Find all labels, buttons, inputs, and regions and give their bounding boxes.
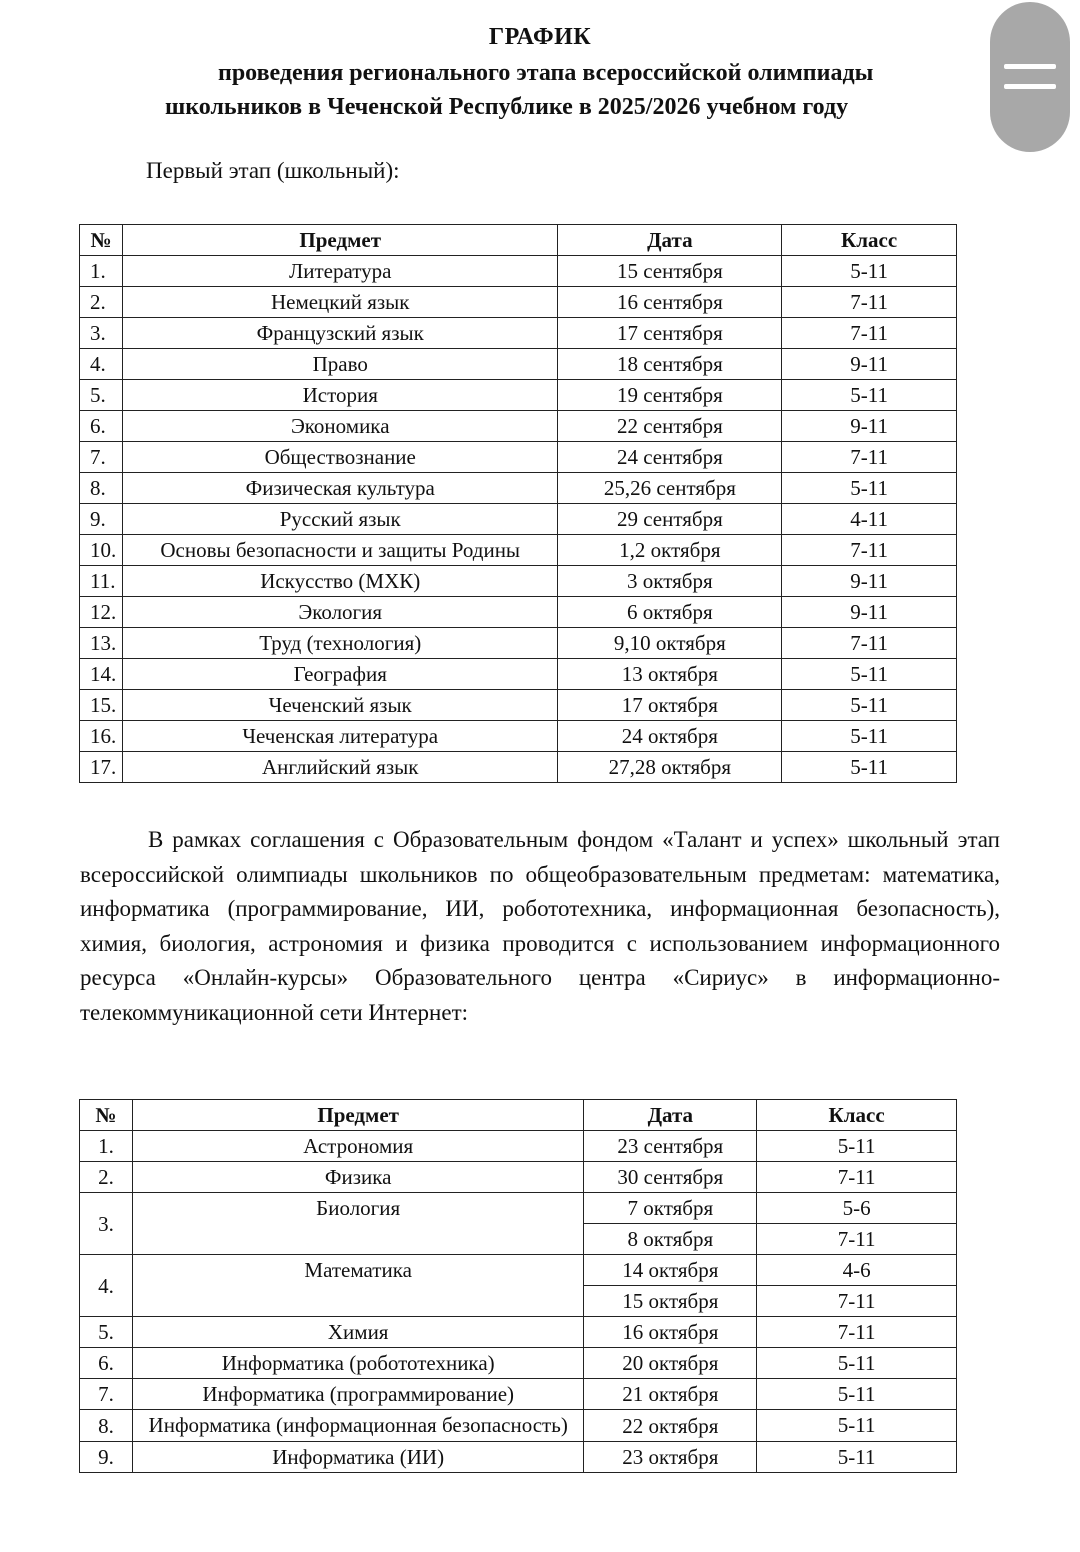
header-grade: Класс: [782, 225, 957, 256]
header-date: Дата: [558, 225, 782, 256]
stage-label: Первый этап (школьный):: [146, 158, 400, 183]
table-row: [80, 1442, 957, 1473]
agreement-paragraph: В рамках соглашения с Образовательным фондом «Талант и успех» школьный этап всероссийской олимпиады школьников по общеобразовательным предметам: математика, информатика (программирование, ИИ, робототехника, информационная безопасность), химия, биология, астрономия и физика проводится с использованием информационного ресурса «Онлайн-курсы» Образовательного центра «Сириус» в информационно-телекоммуникационной сети Интернет:: [80, 827, 1000, 1025]
sirius-stage-table: [79, 1099, 957, 1473]
row-subject: География: [122, 659, 557, 690]
row-subject: Физика: [132, 1162, 583, 1193]
row-grade: 9-11: [782, 597, 957, 628]
row-grade: 7-11: [782, 535, 957, 566]
table-row: [80, 1379, 957, 1410]
row-date: 23 сентября: [584, 1131, 757, 1162]
document-subtitle-line2: школьников в Чеченской Республике в 2025/2026 учебном году: [165, 94, 849, 120]
row-subject: История: [122, 380, 557, 411]
table-row: [80, 1193, 957, 1224]
table-row: [80, 690, 957, 721]
row-subject: Обществознание: [122, 442, 557, 473]
row-date: 23 октября: [584, 1442, 757, 1473]
table-row: [80, 1255, 957, 1286]
header-number: №: [80, 225, 123, 256]
row-date: 21 октября: [584, 1379, 757, 1410]
row-subject: Основы безопасности и защиты Родины: [122, 535, 557, 566]
row-number: 12.: [80, 597, 123, 628]
row-date: 15 сентября: [558, 256, 782, 287]
table-row: [80, 380, 957, 411]
table-row: [80, 535, 957, 566]
row-date: 17 сентября: [558, 318, 782, 349]
row-grade: 7-11: [757, 1317, 957, 1348]
row-subject: Информатика (программирование): [132, 1379, 583, 1410]
row-number: 2.: [80, 287, 123, 318]
header-subject: Предмет: [132, 1100, 583, 1131]
row-number: 3.: [80, 318, 123, 349]
row-number: 4.: [80, 1255, 133, 1317]
row-subject: Французский язык: [122, 318, 557, 349]
row-number: 6.: [80, 1348, 133, 1379]
table-row: [80, 442, 957, 473]
row-date: 15 октября: [584, 1286, 757, 1317]
row-number: 5.: [80, 1317, 133, 1348]
row-subject: Немецкий язык: [122, 287, 557, 318]
row-grade: 9-11: [782, 411, 957, 442]
row-date: 13 октября: [558, 659, 782, 690]
table-row: [80, 752, 957, 783]
row-grade: 5-11: [782, 380, 957, 411]
table-row: [80, 411, 957, 442]
table-row: [80, 1410, 957, 1442]
row-subject: Математика: [132, 1255, 583, 1317]
table-header-row: [80, 1100, 957, 1131]
row-grade: 7-11: [782, 318, 957, 349]
row-grade: 5-11: [782, 690, 957, 721]
scroll-thumb[interactable]: [990, 2, 1070, 152]
row-subject: Чеченская литература: [122, 721, 557, 752]
row-grade: 7-11: [782, 628, 957, 659]
table-row: [80, 349, 957, 380]
table-row: [80, 566, 957, 597]
row-subject: Химия: [132, 1317, 583, 1348]
row-date: 18 сентября: [558, 349, 782, 380]
row-subject: Экология: [122, 597, 557, 628]
table-row: [80, 628, 957, 659]
row-grade: 5-11: [782, 721, 957, 752]
row-number: 14.: [80, 659, 123, 690]
row-grade: 4-6: [757, 1255, 957, 1286]
row-grade: 5-11: [757, 1131, 957, 1162]
row-subject: Русский язык: [122, 504, 557, 535]
row-grade: 5-11: [757, 1379, 957, 1410]
row-date: 22 сентября: [558, 411, 782, 442]
row-grade: 5-11: [782, 752, 957, 783]
row-number: 17.: [80, 752, 123, 783]
row-date: 6 октября: [558, 597, 782, 628]
table-row: [80, 597, 957, 628]
table-row: [80, 1348, 957, 1379]
table-row: [80, 1131, 957, 1162]
row-subject: Информатика (робототехника): [132, 1348, 583, 1379]
row-date: 29 сентября: [558, 504, 782, 535]
header-grade: Класс: [757, 1100, 957, 1131]
row-number: 4.: [80, 349, 123, 380]
row-subject: Информатика (информационная безопасность): [132, 1410, 583, 1442]
row-subject: Труд (технология): [122, 628, 557, 659]
row-date: 25,26 сентября: [558, 473, 782, 504]
row-subject: Чеченский язык: [122, 690, 557, 721]
row-subject: Экономика: [122, 411, 557, 442]
row-number: 13.: [80, 628, 123, 659]
row-number: 9.: [80, 1442, 133, 1473]
school-stage-table: [79, 224, 957, 783]
row-date: 9,10 октября: [558, 628, 782, 659]
row-grade: 5-11: [757, 1410, 957, 1442]
table-row: [80, 473, 957, 504]
header-number: №: [80, 1100, 133, 1131]
document-subtitle-line1: проведения регионального этапа всероссийской олимпиады: [218, 60, 874, 86]
row-subject: Биология: [132, 1193, 583, 1255]
row-date: 24 октября: [558, 721, 782, 752]
row-grade: 5-11: [782, 659, 957, 690]
row-number: 7.: [80, 442, 123, 473]
row-number: 11.: [80, 566, 123, 597]
row-date: 24 сентября: [558, 442, 782, 473]
row-number: 8.: [80, 1410, 133, 1442]
row-grade: 5-11: [782, 256, 957, 287]
row-number: 16.: [80, 721, 123, 752]
row-grade: 7-11: [782, 442, 957, 473]
row-subject: Английский язык: [122, 752, 557, 783]
row-date: 3 октября: [558, 566, 782, 597]
row-grade: 7-11: [757, 1286, 957, 1317]
row-subject: Право: [122, 349, 557, 380]
row-date: 16 октября: [584, 1317, 757, 1348]
row-date: 19 сентября: [558, 380, 782, 411]
row-grade: 5-11: [782, 473, 957, 504]
header-date: Дата: [584, 1100, 757, 1131]
row-number: 3.: [80, 1193, 133, 1255]
row-number: 15.: [80, 690, 123, 721]
row-number: 6.: [80, 411, 123, 442]
table-row: [80, 504, 957, 535]
row-number: 1.: [80, 256, 123, 287]
row-grade: 5-11: [757, 1442, 957, 1473]
row-date: 1,2 октября: [558, 535, 782, 566]
row-grade: 5-6: [757, 1193, 957, 1224]
table-header-row: [80, 225, 957, 256]
row-number: 5.: [80, 380, 123, 411]
row-date: 17 октября: [558, 690, 782, 721]
header-subject: Предмет: [122, 225, 557, 256]
table-row: [80, 1162, 957, 1193]
row-grade: 7-11: [757, 1224, 957, 1255]
row-subject: Искусство (МХК): [122, 566, 557, 597]
row-date: 8 октября: [584, 1224, 757, 1255]
row-subject: Физическая культура: [122, 473, 557, 504]
table-row: [80, 659, 957, 690]
table-row: [80, 318, 957, 349]
table-row: [80, 287, 957, 318]
row-grade: 9-11: [782, 349, 957, 380]
row-grade: 5-11: [757, 1348, 957, 1379]
row-date: 30 сентября: [584, 1162, 757, 1193]
row-grade: 7-11: [782, 287, 957, 318]
row-date: 16 сентября: [558, 287, 782, 318]
table-row: [80, 256, 957, 287]
row-subject: Информатика (ИИ): [132, 1442, 583, 1473]
row-subject: Астрономия: [132, 1131, 583, 1162]
row-number: 2.: [80, 1162, 133, 1193]
row-date: 22 октября: [584, 1410, 757, 1442]
row-date: 27,28 октября: [558, 752, 782, 783]
row-number: 7.: [80, 1379, 133, 1410]
row-subject: Литература: [122, 256, 557, 287]
row-date: 20 октября: [584, 1348, 757, 1379]
row-number: 9.: [80, 504, 123, 535]
document-title: ГРАФИК: [488, 24, 592, 50]
table-row: [80, 1317, 957, 1348]
row-date: 14 октября: [584, 1255, 757, 1286]
row-grade: 7-11: [757, 1162, 957, 1193]
row-number: 10.: [80, 535, 123, 566]
row-grade: 4-11: [782, 504, 957, 535]
row-grade: 9-11: [782, 566, 957, 597]
table-row: [80, 721, 957, 752]
row-number: 8.: [80, 473, 123, 504]
row-date: 7 октября: [584, 1193, 757, 1224]
row-number: 1.: [80, 1131, 133, 1162]
